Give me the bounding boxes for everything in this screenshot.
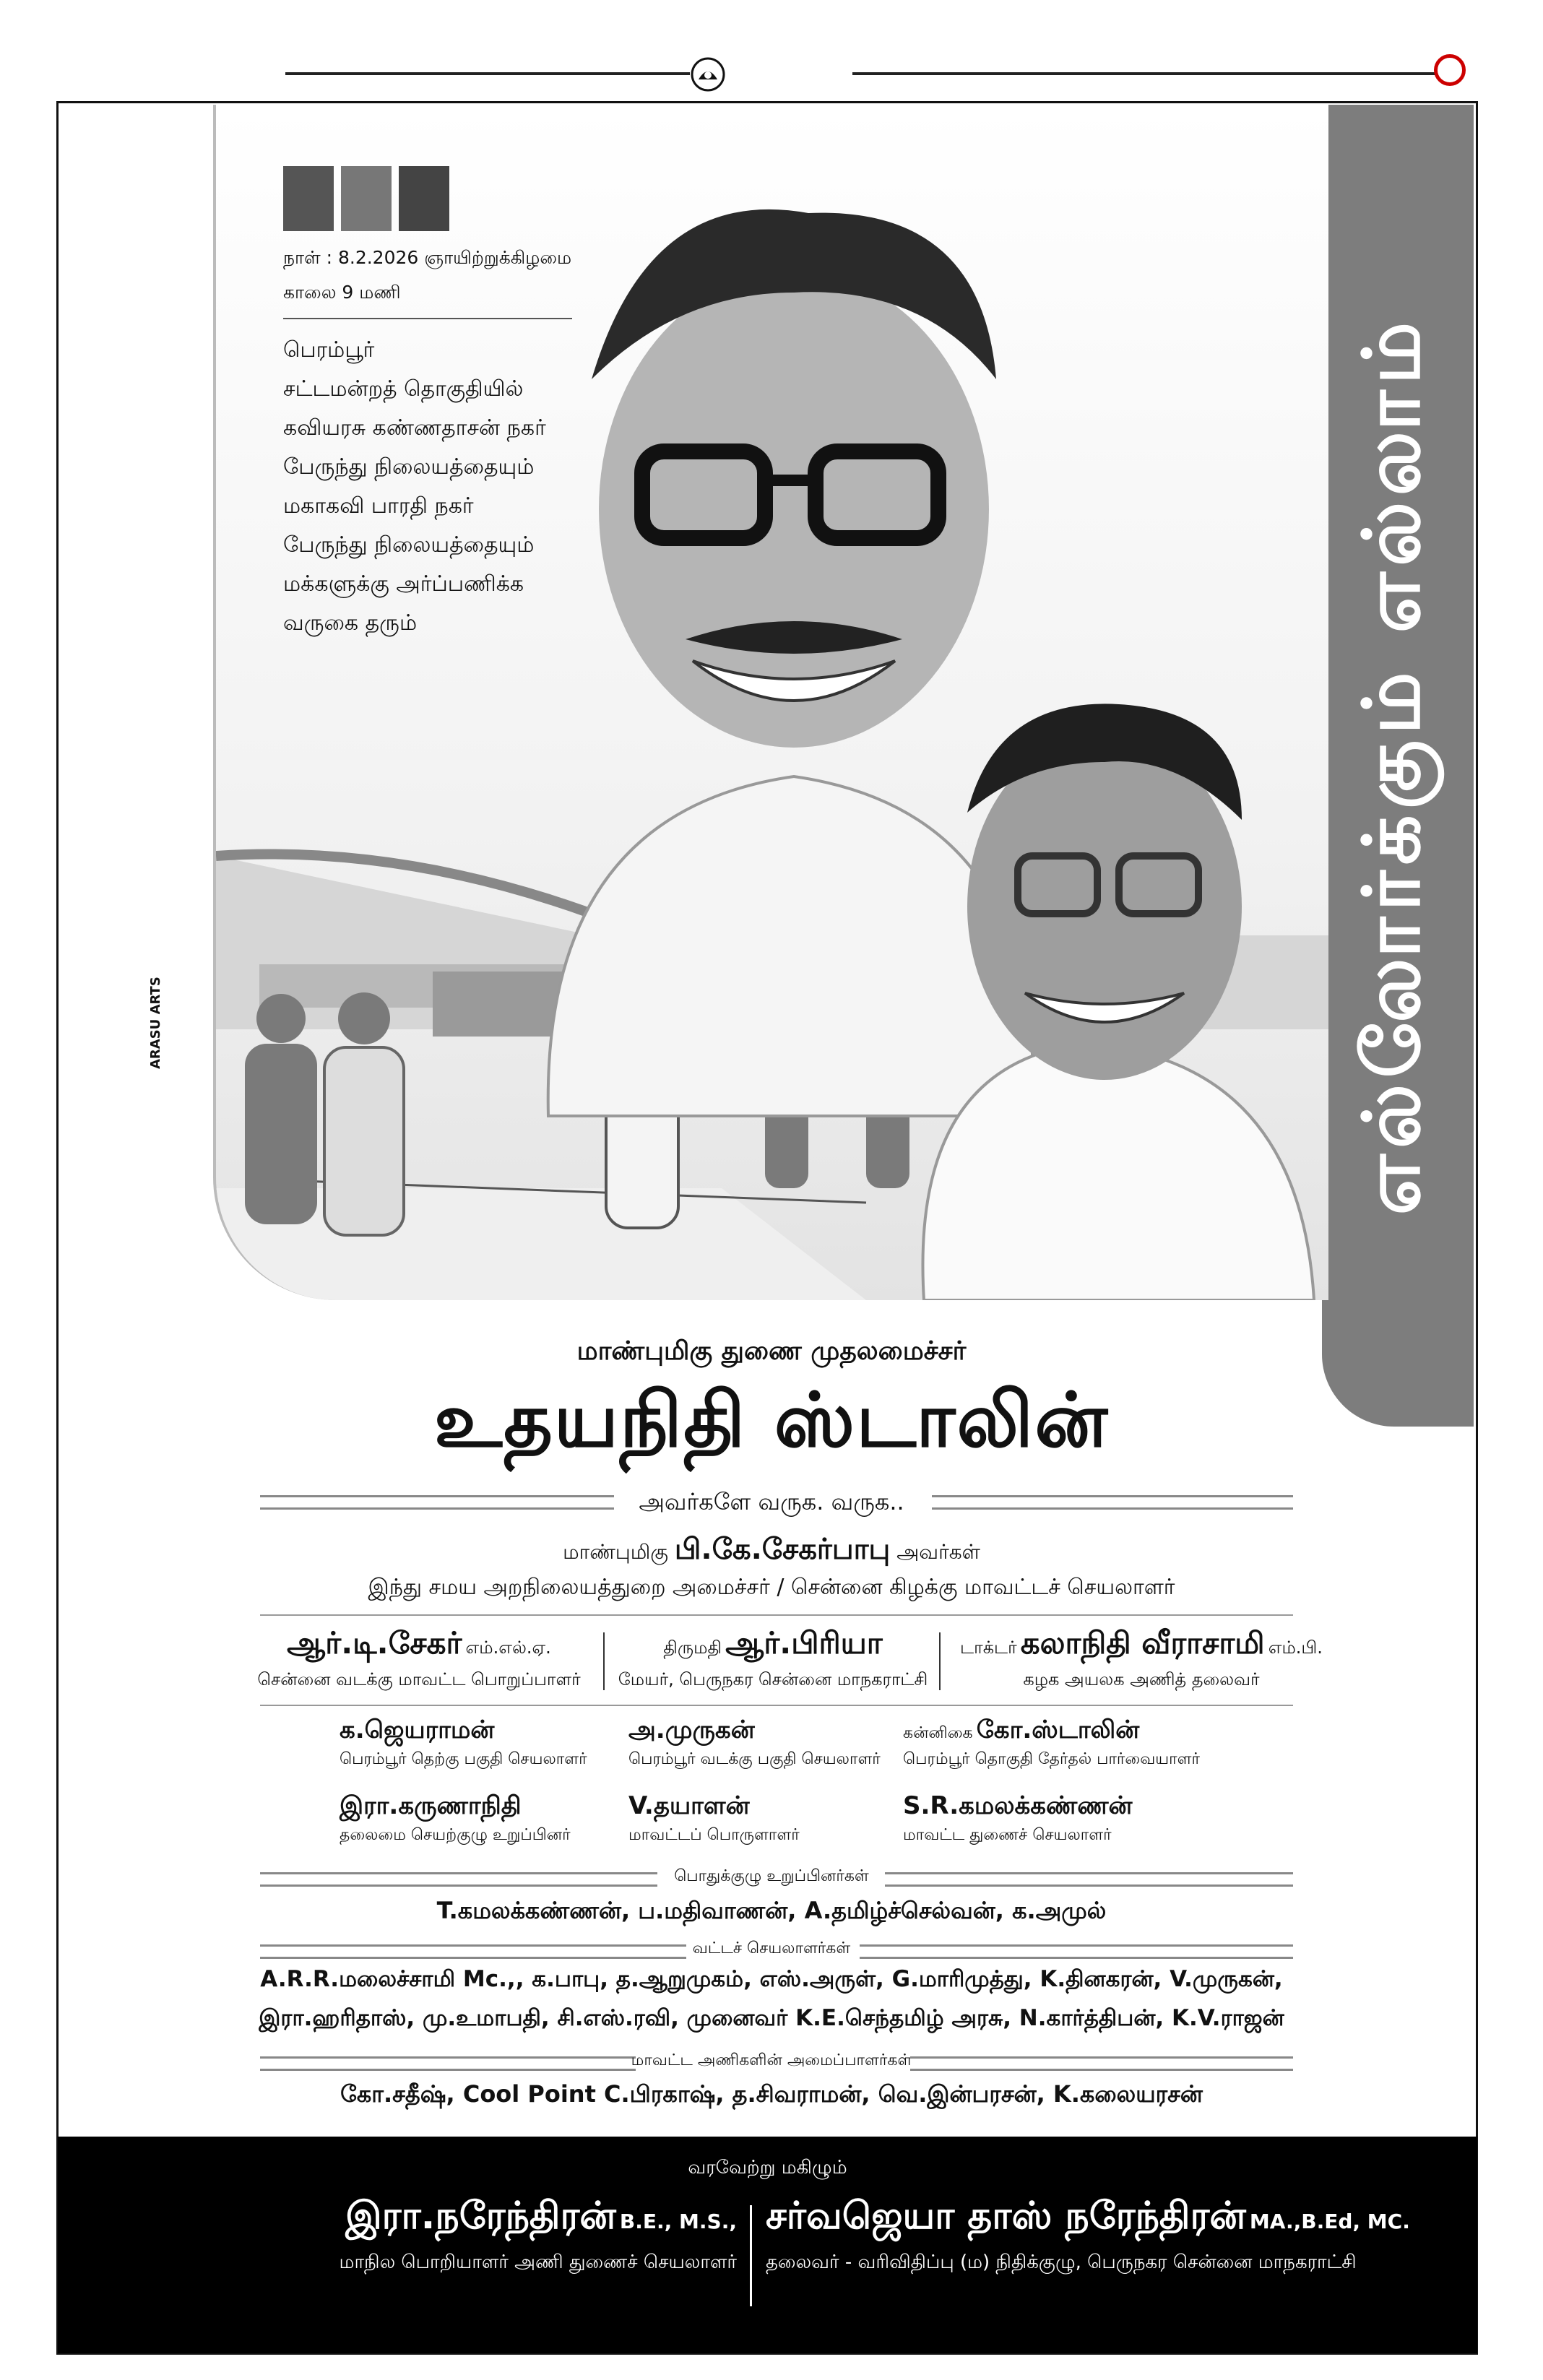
description-line: கவியரசு கண்ணதாசன் நகர் — [283, 415, 546, 441]
party-emblem-icon — [690, 56, 726, 92]
dignitary-2 — [607, 1625, 939, 1692]
dignitary-3 — [939, 1625, 1344, 1692]
section-line: A.R.R.மலைச்சாமி Mc.,, க.பாபு, த.ஆறுமுகம், எஸ்.அருள், G.மாரிமுத்து, K.தினகரன், V.முருகன், — [260, 1966, 1283, 1992]
dignitaries-rule-top — [260, 1614, 1293, 1616]
office-bearer-6 — [903, 1791, 1132, 1846]
description-line: பேருந்து நிலையத்தையும் — [283, 454, 535, 480]
dignitary-divider — [603, 1632, 605, 1690]
page-marker-icon — [1434, 54, 1466, 86]
artist-credit: ARASU ARTS — [148, 977, 163, 1069]
dignitary-role: கழக அயலக அணித் தலைவர் — [1023, 1669, 1260, 1689]
footer-right-degree: MA.,B.Ed, MC. — [1249, 2210, 1410, 2233]
bearer-name: S.R.கமலக்கண்ணன் — [903, 1791, 1133, 1820]
event-description — [283, 331, 546, 643]
bearer-name: இரா.கருணாநிதி — [340, 1791, 522, 1820]
description-line: மக்களுக்கு அர்ப்பணிக்க — [283, 571, 524, 597]
minister-suffix: அவர்கள் — [896, 1540, 980, 1564]
footer-right-name: சர்வஜெயா தாஸ் நரேந்திரன் — [766, 2194, 1246, 2238]
dignitary-suffix: எம்.எல்.ஏ. — [465, 1637, 551, 1658]
dignitary-role: சென்னை வடக்கு மாவட்ட பொறுப்பாளர் — [257, 1669, 581, 1689]
office-bearer-5 — [628, 1791, 800, 1846]
footer-divider — [750, 2205, 752, 2306]
dignitary-prefix: திருமதி — [663, 1637, 722, 1658]
bearer-prefix: கன்னிகை — [903, 1724, 973, 1742]
bearer-role: மாவட்ட துணைச் செயலாளர் — [903, 1826, 1112, 1844]
office-bearer-2 — [628, 1715, 881, 1770]
office-bearer-4 — [340, 1791, 571, 1846]
section-line: T.கமலக்கண்ணன், ப.மதிவாணன், A.தமிழ்ச்செல்வன், க.அமுல் — [436, 1897, 1107, 1924]
office-bearer-1 — [340, 1715, 587, 1770]
section-heading: வட்டச் செயலாளர்கள் — [692, 1939, 851, 1957]
event-time: காலை 9 மணி — [283, 282, 401, 303]
bearer-role: பெரம்பூர் தொகுதி தேர்தல் பார்வையாளர் — [903, 1750, 1201, 1768]
welcome-rule-right — [932, 1495, 1293, 1510]
section-line: இரா.ஹரிதாஸ், மு.உமாபதி, சி.எஸ்.ரவி, முனைவர் K.E.செந்தமிழ் அரசு, N.கார்த்திபன், K.V.ராஜன் — [259, 2005, 1284, 2031]
section-rule-right — [885, 1872, 1293, 1887]
bearer-name: அ.முருகன் — [628, 1715, 755, 1744]
dignitary-1 — [231, 1625, 607, 1692]
description-line: மகாகவி பாரதி நகர் — [283, 493, 474, 519]
dignitaries-rule-bottom — [260, 1705, 1293, 1706]
leader-portrait-3 — [399, 166, 449, 231]
footer-left — [144, 2194, 737, 2275]
footer-right-role: தலைவர் - வரிவிதிப்பு (ம) நிதிக்குழு, பெருநகர சென்னை மாநகராட்சி — [766, 2251, 1357, 2273]
footer-left-degree: B.E., M.S., — [619, 2210, 737, 2233]
footer-left-role: மாநில பொறியாளர் அணி துணைச் செயலாளர் — [339, 2251, 737, 2273]
event-divider — [283, 318, 572, 319]
event-date: நாள் : 8.2.2026 ஞாயிற்றுக்கிழமை — [283, 247, 572, 268]
office-bearer-3 — [903, 1715, 1200, 1770]
guest-title: மாண்புமிகு துணை முதலமைச்சர் — [576, 1336, 967, 1366]
footer-right — [766, 2194, 1445, 2275]
vertical-banner — [1322, 105, 1474, 1427]
header-rule-right — [852, 72, 1438, 75]
leader-portrait-1 — [283, 166, 334, 231]
bearer-name: க.ஜெயராமன் — [340, 1715, 495, 1744]
bearer-name: கோ.ஸ்டாலின் — [976, 1715, 1140, 1744]
bearer-name: V.தயாளன் — [628, 1791, 750, 1820]
minister-name: பி.கே.சேகர்பாபு — [674, 1533, 891, 1566]
section-heading: பொதுக்குழு உறுப்பினர்கள் — [674, 1867, 869, 1885]
banner-text: எல்லோர்க்கும் எல்லாம் — [1347, 316, 1438, 1216]
dignitary-name: கலாநிதி வீராசாமி — [1020, 1625, 1265, 1661]
section-rule-right — [910, 2056, 1293, 2071]
minister-role: இந்து சமய அறநிலையத்துறை அமைச்சர் / சென்னை கிழக்கு மாவட்டச் செயலாளர் — [368, 1575, 1175, 1600]
description-line: பெரம்பூர் — [283, 337, 375, 363]
minister-prefix: மாண்புமிகு — [563, 1540, 669, 1564]
bearer-role: மாவட்டப் பொருளாளர் — [628, 1826, 800, 1844]
bearer-role: பெரம்பூர் வடக்கு பகுதி செயலாளர் — [628, 1750, 881, 1768]
dignitary-name: ஆர்.டி.சேகர் — [287, 1625, 462, 1661]
bearer-role: பெரம்பூர் தெற்கு பகுதி செயலாளர் — [340, 1750, 587, 1768]
dignitary-name: ஆர்.பிரியா — [725, 1625, 883, 1661]
description-line: வருகை தரும் — [283, 610, 418, 636]
footer-label: வரவேற்று மகிழும் — [688, 2157, 847, 2178]
description-line: சட்டமன்றத் தொகுதியில் — [283, 376, 524, 402]
dignitary-prefix: டாக்டர் — [960, 1637, 1017, 1658]
footer-bar — [58, 2137, 1477, 2353]
chief-portrait-illustration — [548, 209, 1033, 1116]
dignitary-suffix: எம்.பி. — [1268, 1637, 1323, 1658]
footer-left-name: இரா.நரேந்திரன் — [345, 2194, 616, 2238]
guest-welcome: அவர்களே வருக. வருக.. — [639, 1488, 904, 1515]
description-line: பேருந்து நிலையத்தையும் — [283, 532, 535, 558]
header-rule-left — [285, 72, 690, 75]
dignitary-role: மேயர், பெருநகர சென்னை மாநகராட்சி — [618, 1669, 928, 1689]
leader-portrait-2 — [341, 166, 392, 231]
section-heading: மாவட்ட அணிகளின் அமைப்பாளர்கள் — [631, 2051, 912, 2069]
guest-name: உதயநிதி ஸ்டாலின் — [433, 1376, 1110, 1464]
minister-line — [0, 1533, 1543, 1570]
bearer-role: தலைமை செயற்குழு உறுப்பினர் — [340, 1826, 571, 1844]
section-line: கோ.சதீஷ், Cool Point C.பிரகாஷ், த.சிவராமன், வெ.இன்பரசன், K.கலையரசன் — [340, 2080, 1203, 2108]
section-rule-right — [860, 1944, 1293, 1959]
